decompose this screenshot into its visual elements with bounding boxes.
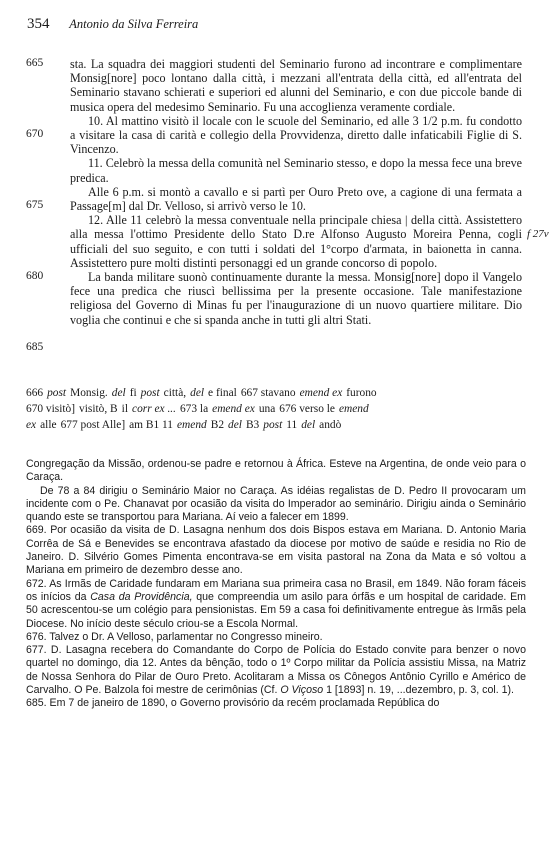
- apparatus-entry: del: [190, 387, 205, 399]
- apparatus-entry: del: [228, 419, 242, 431]
- apparatus-entry: del: [301, 419, 316, 431]
- apparatus-entry: del: [111, 387, 126, 399]
- apparatus-entry: città,: [163, 387, 187, 399]
- note-677-title: O Viçoso: [280, 684, 324, 697]
- running-header: [27, 16, 198, 33]
- line-number-665: 665: [26, 57, 44, 69]
- apparatus-entry: emend: [338, 403, 369, 415]
- apparatus-entry: emend ex: [212, 403, 255, 415]
- apparatus-entry: B3: [245, 419, 260, 431]
- paragraph-4: Alle 6 p.m. si montò a cavallo e si partì per Ouro Preto ove, a cagione di una fermata a Passage[m] dal Dr. Velloso, si arrivò verso le 10.: [70, 184, 522, 214]
- note-continuation: Congregação da Missão, ordenou-se padre e retornou à África. Esteve na Argentina, de onde veio para o Caraça.: [26, 458, 526, 484]
- line-number-685: 685: [26, 341, 44, 353]
- apparatus-entry: 676 verso le: [279, 403, 335, 415]
- note-669: 669. Por ocasião da visita de D. Lasagna nenhum dos dois Bispos estava em Mariana. D. Antonio Maria Corrêa de Sá e Benevides se encontrava afastado da diocese por motivo de saúde e residia no Rio de Janeiro. D. Silvério Gomes Pimenta encontrava-se em visita pastoral na Zona da Mata e só voltou a Mariana em primeiro de dezembro desse ano.: [26, 524, 526, 577]
- note-672-part-1: 672. As Irmãs de Caridade fundaram em Mariana sua primeira casa no Brasil, em 1849. Não foram fáceis os inícios da: [26, 577, 526, 603]
- note-685: 685. Em 7 de janeiro de 1890, o Governo provisório da recém proclamada República do: [26, 697, 440, 710]
- note-676: 676. Talvez o Dr. A Velloso, parlamentar no Congresso mineiro.: [26, 630, 323, 643]
- apparatus-entry: post: [140, 387, 160, 399]
- note-672: [26, 578, 526, 631]
- apparatus-entry: Monsig.: [70, 387, 108, 399]
- apparatus-entry: e final: [208, 387, 237, 399]
- apparatus-line-3: [26, 417, 526, 433]
- paragraph-1: sta. La squadra dei maggiori studenti del Seminario furono ad incontrare e complimentare Monsig[nore] poco lontano dalla città, i mezzani all'entrata della città, ed all'entrata del Seminario stavano schierati e superiori ed alunni del Seminario, e con due piccole bande di musica opera del medesimo Seminario. Fu una accoglienza veramente cordiale.: [70, 57, 522, 114]
- note-677-part-1: 677. D. Lasagna recebera do Comandante do Corpo de Polícia do Estado convite para benzer o novo quartel no domingo, dia 12. Antes da bênção, todo o 1º Corpo militar da Polícia assistiu Missa, na Matriz de Nossa Senhora do Pilar de Ouro Preto. Acolitaram a Missa os Cônegos Antônio Cyrillo e Américo de Carvalho. O Pe. Balzola foi mestre de cerimônias (Cf.: [26, 644, 526, 697]
- apparatus-entry: 667 stavano: [240, 387, 296, 399]
- apparatus-entry: ex: [26, 419, 37, 431]
- paragraph-6: La banda militare suonò continuamente durante la messa. Monsig[nore] dopo il Vangelo fece una predica che riuscì bellissima per la presente occasione. Tale manifestazione religiosa del Governo di Minas fu per l'inaugurazione di un nuovo quartiere militare. Dio voglia che continui e che si spanda anche in tutti gli altri Stati.: [70, 270, 522, 327]
- apparatus-entry: emend ex: [299, 387, 343, 399]
- apparatus-entry: post: [263, 419, 283, 431]
- apparatus-entry: fi: [129, 387, 137, 399]
- apparatus-entry: il: [121, 403, 129, 415]
- note-672-part-2: que compreendia um asilo para órfãs e um hospital de caridade. Em 50 acrescentou-se um colégio para pensionistas. Em 59 a casa foi definitivamente entregue às Irmãs pela Diocese. No início deste século criou-se a Escola Normal.: [26, 590, 526, 630]
- line-number-670: 670: [26, 128, 44, 140]
- note-677: [26, 644, 526, 697]
- apparatus-entry: B2: [210, 419, 225, 431]
- paragraph-3: 11. Celebrò la messa della comunità nel Seminario stesso, e dopo la messa fece una breve predica.: [70, 156, 522, 185]
- apparatus-entry: post: [47, 387, 67, 399]
- apparatus-entry: andò: [319, 419, 342, 431]
- paragraph-2: 10. Al mattino visitò il locale con le scuole del Seminario, ed alle 3 1/2 p.m. fu condotto a visitare la casa di carità e collegio della Provvidenza, diretto dalle infaticabili Figlie di S. Vincenzo.: [70, 113, 522, 157]
- folio-reference: f 27v: [527, 228, 549, 240]
- apparatus-line-2: [26, 401, 526, 417]
- note-677-part-2: 1 [1893] n. 19, ...dezembro, p. 3, col. 1).: [323, 684, 514, 697]
- apparatus-entry: alle: [40, 419, 57, 431]
- note-continuation-2: De 78 a 84 dirigiu o Seminário Maior no Caraça. As idéias regalistas de D. Pedro II provocaram um incidente com o Pe. Chanavat por ocasião da visita do Imperador ao seminário. Dirigiu ainda o Seminário quando este se transportou para Mariana. Aí veio a falecer em 1899.: [26, 484, 526, 524]
- apparatus-entry: 666: [26, 387, 44, 399]
- note-672-title: Casa da Providência,: [90, 590, 193, 603]
- apparatus-entry: corr ex ...: [132, 403, 176, 415]
- apparatus-entry: emend: [177, 419, 207, 431]
- running-head-author: Antonio da Silva Ferreira: [69, 17, 199, 31]
- apparatus-entry: 11: [286, 419, 298, 431]
- apparatus-line-1: [26, 385, 526, 401]
- line-number-675: 675: [26, 199, 44, 211]
- critical-apparatus: [26, 385, 526, 433]
- apparatus-entry: 677 post Alle]: [60, 419, 126, 431]
- apparatus-entry: visitò, B: [79, 403, 118, 415]
- paragraph-5: 12. Alle 11 celebrò la messa conventuale nella principale chiesa | della città. Assistettero alla messa l'ottimo Presidente dello Stato D.re Alfonso Augusto Moreira Penna, cogli ufficiali del suo seguito, e con tutti i soldati del 1°corpo d'armata, in baionetta in canna. Assistettero pure molti distinti personaggi ed un grande concorso di popolo.: [70, 213, 522, 270]
- line-number-680: 680: [26, 270, 44, 282]
- apparatus-entry: una: [258, 403, 276, 415]
- apparatus-entry: furono: [346, 387, 377, 399]
- main-text: [70, 57, 522, 327]
- apparatus-entry: 673 la: [179, 403, 209, 415]
- apparatus-entry: 670 visitò]: [26, 403, 76, 415]
- footnotes: [26, 458, 526, 711]
- apparatus-entry: am B1 11: [129, 419, 173, 431]
- page-number: 354: [27, 16, 50, 32]
